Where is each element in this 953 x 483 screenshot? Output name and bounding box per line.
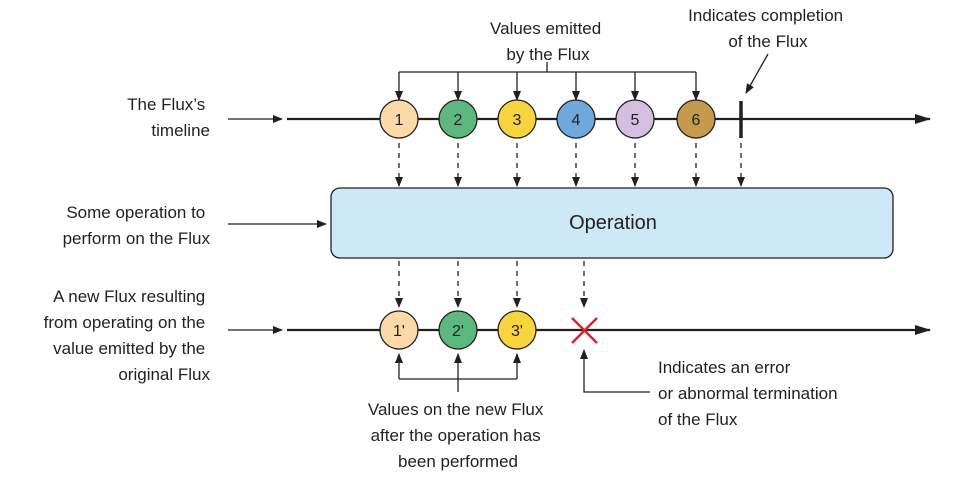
completion-pointer-arrow	[746, 54, 768, 93]
value-ball	[498, 100, 536, 138]
value-ball	[498, 311, 536, 349]
value-ball-label: 1	[394, 112, 404, 129]
value-ball	[380, 100, 418, 138]
value-ball	[677, 100, 715, 138]
value-ball-label: 1'	[393, 323, 405, 340]
values-bracket-bottom	[399, 354, 517, 392]
operation-description-label: Some operation to perform on the Flux	[62, 203, 210, 248]
new-values-label: Values on the new Flux after the operation has been performed	[367, 400, 544, 471]
values-emitted-label: Values emitted by the Flux	[490, 19, 602, 64]
value-ball-label: 5	[630, 112, 640, 129]
timeline-label: The Flux’s timeline	[127, 95, 210, 140]
value-ball	[557, 100, 595, 138]
value-ball	[439, 311, 477, 349]
value-ball-label: 2'	[452, 323, 464, 340]
error-label: Indicates an error or abnormal termination of the Flux	[658, 358, 838, 429]
value-ball-label: 4	[571, 112, 581, 129]
dashed-arrows-out-of-operation	[399, 261, 584, 307]
dashed-arrows-into-operation	[399, 143, 741, 186]
value-ball-label: 2	[453, 112, 463, 129]
completion-label: Indicates completion of the Flux	[688, 6, 844, 51]
value-ball-label: 3'	[511, 323, 523, 340]
error-pointer-arrow	[584, 350, 650, 392]
new-values	[380, 311, 536, 349]
value-ball	[439, 100, 477, 138]
value-ball-label: 3	[512, 112, 522, 129]
value-ball-label: 6	[691, 112, 701, 129]
values-bracket-top	[399, 62, 696, 100]
value-ball	[380, 311, 418, 349]
new-flux-label: A new Flux resulting from operating on the value emitted by the original Flux	[43, 287, 210, 384]
operation-label: Operation	[569, 212, 657, 234]
value-ball	[616, 100, 654, 138]
